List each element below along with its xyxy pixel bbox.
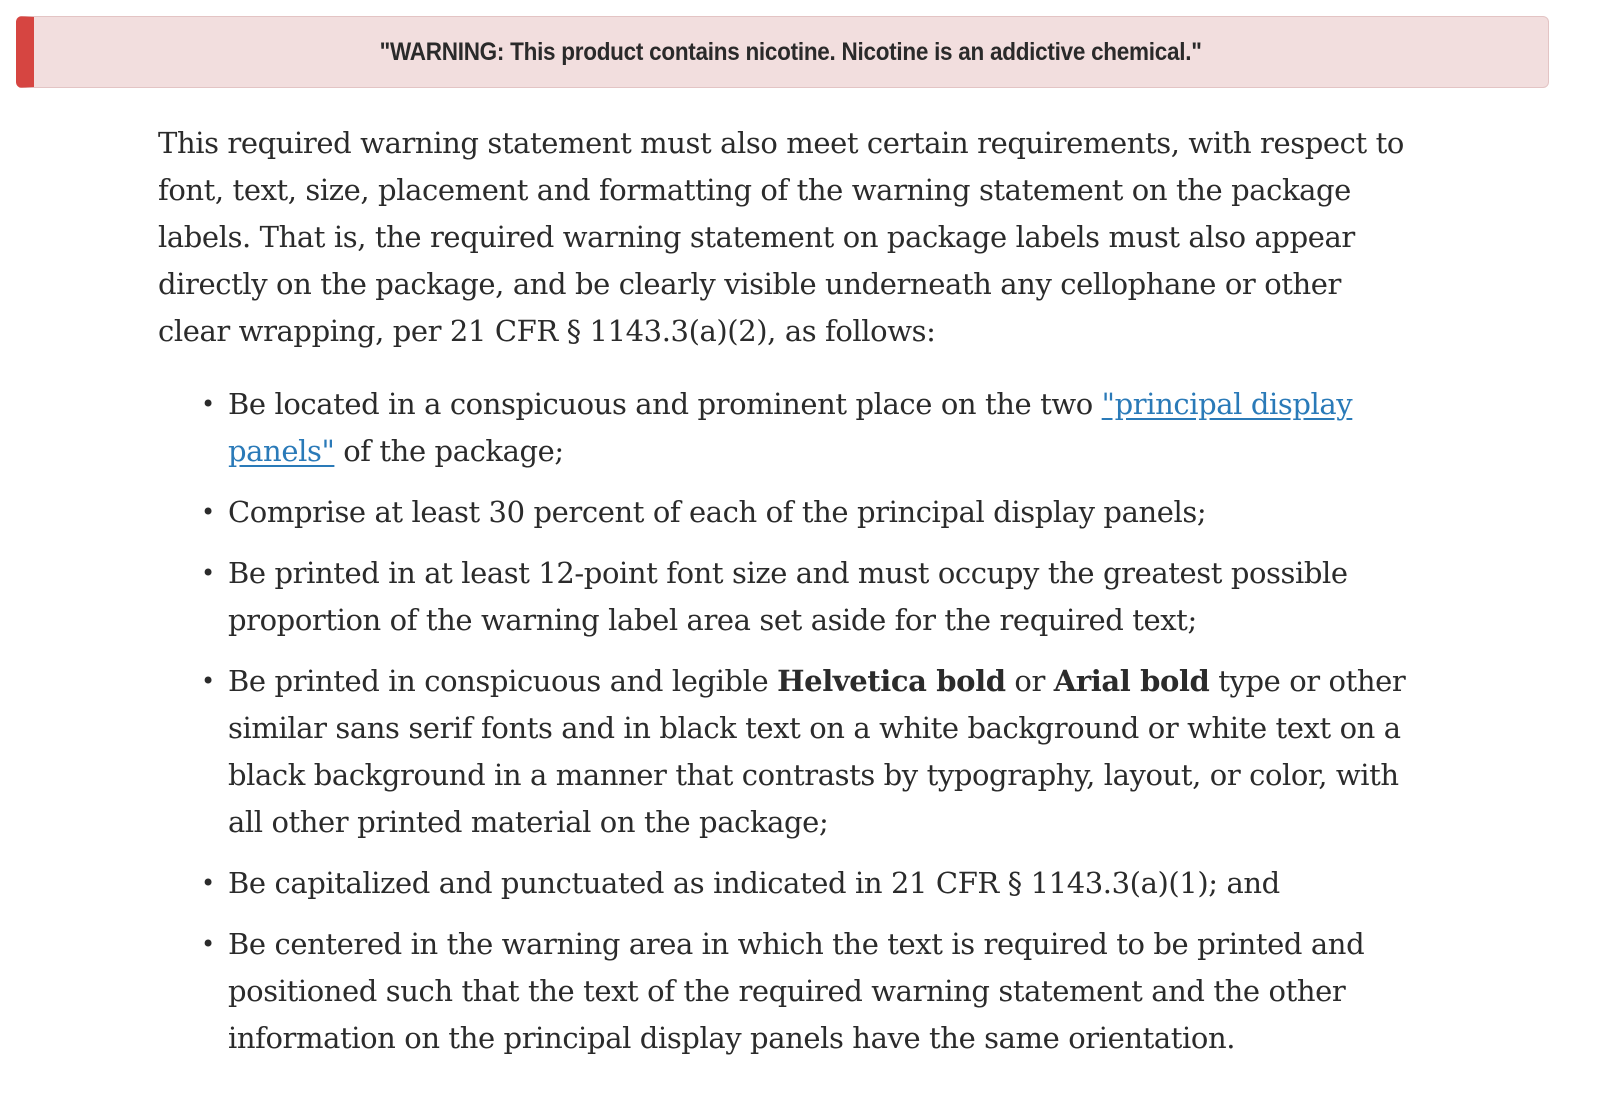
bullet-icon: • — [201, 390, 215, 418]
list-item — [201, 658, 1418, 846]
requirement-text-after: type or other similar sans serif fonts and in black text on a white background or white text on a black background in a manner that contrasts by typography, layout, or color, with all other printed material on the package; — [228, 664, 1406, 839]
bullet-icon: • — [201, 559, 215, 587]
requirement-text-after: of the package; — [334, 434, 564, 468]
principal-display-panels-link[interactable]: "principal display panels" — [228, 387, 1353, 468]
helvetica-bold-emphasis: Helvetica bold — [777, 664, 1006, 698]
arial-bold-emphasis: Arial bold — [1053, 664, 1210, 698]
requirement-text-middle: or — [1005, 664, 1054, 698]
bullet-icon: • — [201, 667, 215, 695]
warning-statement-text: "WARNING: This product contains nicotine. Nicotine is an addictive chemical." — [380, 37, 1202, 66]
list-item — [201, 921, 1418, 1062]
list-item — [201, 381, 1418, 475]
requirement-text: Comprise at least 30 percent of each of the principal display panels; — [228, 495, 1207, 529]
list-item — [201, 489, 1418, 536]
bullet-icon: • — [201, 498, 215, 526]
bullet-icon: • — [201, 930, 215, 958]
requirement-text: Be capitalized and punctuated as indicated in 21 CFR § 1143.3(a)(1); and — [228, 866, 1280, 900]
requirement-text: Be centered in the warning area in which the text is required to be printed and positioned such that the text of the required warning statement and the other information on the principal display panels have the same orientation. — [228, 927, 1365, 1055]
article-body — [158, 120, 1418, 1076]
bullet-icon: • — [201, 869, 215, 897]
requirement-text-before: Be printed in conspicuous and legible — [228, 664, 778, 698]
nicotine-warning-banner — [16, 16, 1549, 88]
list-item — [201, 550, 1418, 644]
requirement-text: Be printed in at least 12-point font size and must occupy the greatest possible proportion of the warning label area set aside for the required text; — [228, 556, 1348, 637]
requirement-text-before: Be located in a conspicuous and prominent place on the two — [228, 387, 1102, 421]
list-item — [201, 860, 1418, 907]
intro-paragraph: This required warning statement must also meet certain requirements, with respect to font, text, size, placement and formatting of the warning statement on the package labels. That is, the required warning statement on package labels must also appear directly on the package, and be clearly visible underneath any cellophane or other clear wrapping, per 21 CFR § 1143.3(a)(2), as follows: — [158, 126, 1404, 348]
requirements-list — [158, 381, 1418, 1062]
